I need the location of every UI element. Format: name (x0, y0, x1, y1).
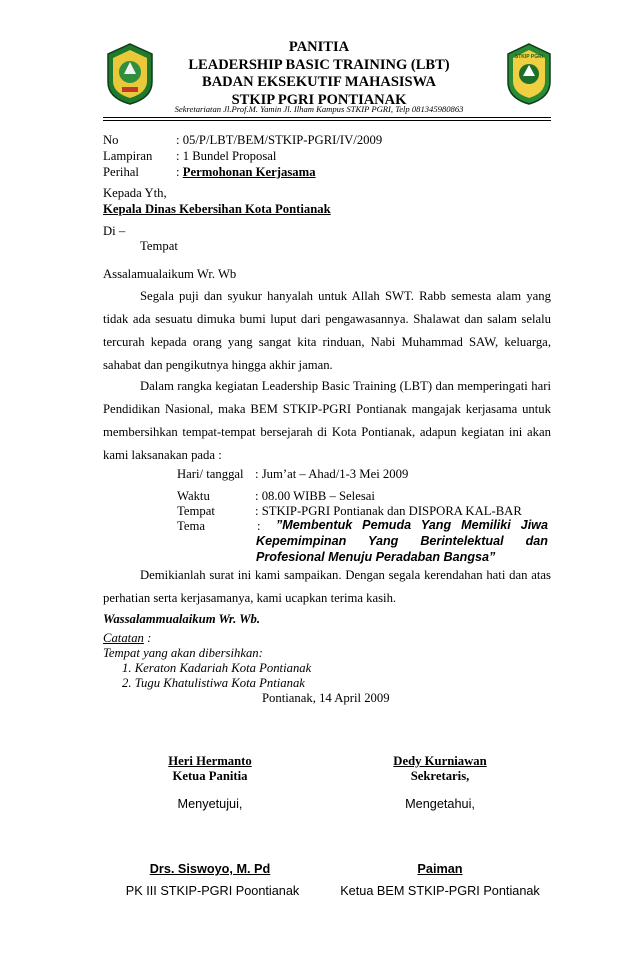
approve-right: Mengetahui, (405, 797, 475, 811)
note-label-row (103, 630, 151, 646)
tema-line: Profesional Menuju Peradaban Bangsa” (256, 550, 496, 564)
note-label: Catatan (103, 631, 144, 645)
meta-lampiran (103, 148, 276, 164)
signature-bottom-left-name: Drs. Siswoyo, M. Pd (149, 862, 271, 876)
paragraph-1-line: Segala puji dan syukur hanyalah untuk Allah SWT. Rabb semesta alam yang (140, 289, 551, 303)
paragraph-1-line: sahabat dan pengikutnya hingga akhir jaman. (103, 358, 333, 372)
detail-tema-label: Tema (177, 519, 205, 533)
paragraph-3 (103, 568, 551, 608)
letterhead-line-3: BADAN EKSEKUTIF MAHASISWA (202, 74, 436, 90)
paragraph-2-line: Pendidikan Nasional, maka BEM STKIP-PGRI Pontianak mangajak kerjasama untuk (103, 402, 551, 416)
note-item: 1. Keraton Kadariah Kota Pontianak (122, 661, 312, 675)
meta-no (103, 132, 382, 148)
tema-line: Kepemimpinan Yang Berintelektual dan (256, 534, 548, 548)
signature-right-name: Dedy Kurniawan (393, 754, 487, 768)
paragraph-1-line: tercurah kepada orang yang sangat kita rinduan, Nabi Muhammad SAW, keluarga, (103, 335, 551, 349)
paragraph-3-line: perhatian serta kerjasamanya, kami ucapkan terima kasih. (103, 591, 397, 605)
detail-tema-value (256, 518, 548, 566)
detail-hari-label: Hari/ tanggal (177, 467, 244, 481)
meta-perihal-value: Permohonan Kerjasama (182, 165, 316, 179)
detail-tema-sep: : (257, 519, 261, 533)
signature-bottom-left-title: PK III STKIP-PGRI Poontianak (125, 884, 300, 898)
place-date: Pontianak, 14 April 2009 (262, 691, 390, 705)
detail-hari-value: : Jum’at – Ahad/1-3 Mei 2009 (255, 467, 409, 481)
detail-tempat-value: : STKIP-PGRI Pontianak dan DISPORA KAL-BAR (255, 504, 522, 518)
note-intro: Tempat yang akan dibersihkan: (103, 646, 263, 660)
approve-left: Menyetujui, (177, 797, 243, 811)
right-logo-text: STKIP PGRI (514, 54, 544, 60)
header-divider-2 (103, 120, 551, 121)
paragraph-3-line: Demikianlah surat ini kami sampaikan. Dengan segala kerendahan hati dan atas (140, 568, 551, 582)
paragraph-1 (103, 289, 551, 372)
meta-no-value: : 05/P/LBT/BEM/STKIP-PGRI/IV/2009 (176, 133, 383, 147)
recipient-di: Di – (103, 224, 126, 238)
detail-tempat-label: Tempat (177, 504, 215, 518)
meta-perihal-sep: : (176, 165, 183, 179)
meta-lampiran-value: : 1 Bundel Proposal (176, 149, 277, 163)
tema-line: ”Membentuk Pemuda Yang Memiliki Jiwa (276, 518, 548, 532)
letterhead-address: Sekretariatan Jl.Prof.M. Yamin Jl. Ilham Kampus STKIP PGRI, Telp 081345980863 (174, 104, 464, 114)
paragraph-2 (103, 379, 551, 462)
paragraph-1-line: tidak ada sesuatu dimuka bumi luput dari pengawasannya. Shalawat dan salam selalu (103, 312, 551, 326)
salutation: Assalamualaikum Wr. Wb (103, 267, 237, 281)
letterhead-line-4: STKIP PGRI PONTIANAK (231, 91, 407, 108)
meta-lampiran-label: Lampiran (103, 149, 153, 163)
letterhead (0, 39, 638, 109)
meta-perihal-label: Perihal (103, 165, 139, 179)
signature-left-name: Heri Hermanto (168, 754, 252, 768)
signature-right-title: Sekretaris, (410, 769, 470, 783)
detail-waktu-label: Waktu (177, 489, 210, 503)
detail-waktu-value: : 08.00 WIBB – Selesai (255, 489, 375, 503)
signature-left-title: Ketua Panitia (172, 769, 248, 783)
recipient-name: Kepala Dinas Kebersihan Kota Pontianak (103, 202, 331, 216)
header-divider (103, 117, 551, 118)
note-colon: : (143, 631, 152, 645)
paragraph-2-line: membersihkan tempat-tempat bersejarah di Kota Pontianak, adapun kegiatan ini akan (103, 425, 551, 439)
closing: Wassalammualaikum Wr. Wb. (103, 612, 260, 626)
paragraph-2-line: kami laksanakan pada : (103, 448, 222, 462)
meta-no-label: No (103, 133, 119, 147)
letterhead-line-1: PANITIA (288, 39, 350, 55)
signature-bottom-right-name: Paiman (417, 862, 463, 876)
signature-bottom-right-title: Ketua BEM STKIP-PGRI Pontianak (340, 884, 540, 898)
recipient-tempat: Tempat (140, 239, 178, 253)
note-item: 2. Tugu Khatulistiwa Kota Pntianak (122, 676, 305, 690)
paragraph-2-line: Dalam rangka kegiatan Leadership Basic Training (LBT) dan memperingati hari (140, 379, 551, 393)
meta-perihal (103, 164, 316, 180)
recipient-kepada: Kepada Yth, (103, 186, 167, 200)
letterhead-line-2: LEADERSHIP BASIC TRAINING (LBT) (188, 56, 450, 73)
